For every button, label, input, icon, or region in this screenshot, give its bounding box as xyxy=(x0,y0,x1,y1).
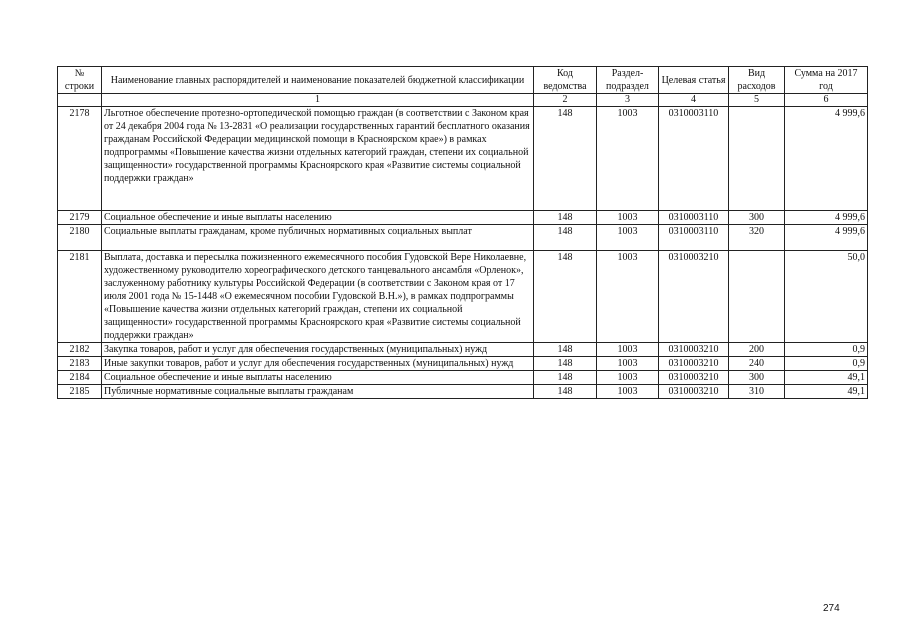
table-row xyxy=(58,107,868,211)
row-amount: 0,9 xyxy=(785,343,868,357)
column-number: 1 xyxy=(102,94,534,107)
row-name: Социальные выплаты гражданам, кроме публичных нормативных социальных выплат xyxy=(102,225,534,251)
row-expense-type: 200 xyxy=(729,343,785,357)
header-amount: Сумма на 2017 год xyxy=(785,67,868,94)
table-row xyxy=(58,251,868,343)
column-number: 4 xyxy=(659,94,729,107)
row-number: 2178 xyxy=(58,107,102,211)
table-row xyxy=(58,211,868,225)
row-section: 1003 xyxy=(597,107,659,211)
header-row-number: № строки xyxy=(58,67,102,94)
row-expense-type: 320 xyxy=(729,225,785,251)
budget-table xyxy=(57,66,868,399)
row-target-article: 0310003210 xyxy=(659,251,729,343)
row-number: 2183 xyxy=(58,357,102,371)
row-expense-type xyxy=(729,107,785,211)
row-amount: 49,1 xyxy=(785,385,868,399)
row-amount: 4 999,6 xyxy=(785,211,868,225)
row-name: Льготное обеспечение протезно-ортопедической помощью граждан (в соответствии с Законом края от 24 декабря 2004 года № 13-2831 «О реализации государственных гарантий бесплатного оказания гражданам Российской Федерации медицинской помощи в Красноярском крае») в рамках подпрограммы «Повышение качества жизни отдельных категорий граждан, степени их социальной защищенности» государственной программы Красноярского края «Развитие системы социальной поддержки граждан» xyxy=(102,107,534,211)
row-department-code: 148 xyxy=(534,385,597,399)
row-amount: 49,1 xyxy=(785,371,868,385)
row-expense-type: 310 xyxy=(729,385,785,399)
row-target-article: 0310003110 xyxy=(659,107,729,211)
row-section: 1003 xyxy=(597,225,659,251)
table-row xyxy=(58,225,868,251)
row-name: Социальное обеспечение и иные выплаты населению xyxy=(102,371,534,385)
row-department-code: 148 xyxy=(534,107,597,211)
header-target-article: Целевая статья xyxy=(659,67,729,94)
table-row xyxy=(58,385,868,399)
row-target-article: 0310003210 xyxy=(659,371,729,385)
row-expense-type: 300 xyxy=(729,371,785,385)
row-section: 1003 xyxy=(597,251,659,343)
row-amount: 4 999,6 xyxy=(785,107,868,211)
column-number: 6 xyxy=(785,94,868,107)
row-expense-type xyxy=(729,251,785,343)
row-section: 1003 xyxy=(597,371,659,385)
column-number: 5 xyxy=(729,94,785,107)
column-number: 2 xyxy=(534,94,597,107)
row-name: Иные закупки товаров, работ и услуг для обеспечения государственных (муниципальных) нужд xyxy=(102,357,534,371)
header-section: Раздел-подраздел xyxy=(597,67,659,94)
row-name: Закупка товаров, работ и услуг для обеспечения государственных (муниципальных) нужд xyxy=(102,343,534,357)
row-section: 1003 xyxy=(597,211,659,225)
row-name: Социальное обеспечение и иные выплаты населению xyxy=(102,211,534,225)
row-number: 2179 xyxy=(58,211,102,225)
row-target-article: 0310003210 xyxy=(659,357,729,371)
table-header-row xyxy=(58,67,868,94)
row-department-code: 148 xyxy=(534,211,597,225)
row-number: 2184 xyxy=(58,371,102,385)
row-amount: 4 999,6 xyxy=(785,225,868,251)
row-target-article: 0310003210 xyxy=(659,343,729,357)
header-department-code: Код ведомства xyxy=(534,67,597,94)
table-row xyxy=(58,343,868,357)
row-amount: 50,0 xyxy=(785,251,868,343)
row-section: 1003 xyxy=(597,385,659,399)
row-number: 2185 xyxy=(58,385,102,399)
row-department-code: 148 xyxy=(534,357,597,371)
row-expense-type: 240 xyxy=(729,357,785,371)
column-number xyxy=(58,94,102,107)
table-row xyxy=(58,371,868,385)
column-number-row xyxy=(58,94,868,107)
table-row xyxy=(58,357,868,371)
row-target-article: 0310003210 xyxy=(659,385,729,399)
row-name: Публичные нормативные социальные выплаты гражданам xyxy=(102,385,534,399)
row-department-code: 148 xyxy=(534,343,597,357)
row-target-article: 0310003110 xyxy=(659,211,729,225)
row-department-code: 148 xyxy=(534,371,597,385)
row-target-article: 0310003110 xyxy=(659,225,729,251)
page-number: 274 xyxy=(823,603,840,614)
column-number: 3 xyxy=(597,94,659,107)
row-section: 1003 xyxy=(597,343,659,357)
row-name: Выплата, доставка и пересылка пожизненного ежемесячного пособия Гудовской Вере Николаевне, художественному руководителю хореографического детского танцевального ансамбля «Орленок», заслуженному работнику культуры Российской Федерации (в соответствии с Законом края от 17 июля 2001 года № 15-1448 «О ежемесячном пособии Гудовской В.Н.»), в рамках подпрограммы «Повышение качества жизни отдельных категорий граждан, степени их социальной защищенности» государственной программы Красноярского края «Развитие системы социальной поддержки граждан» xyxy=(102,251,534,343)
row-number: 2182 xyxy=(58,343,102,357)
row-expense-type: 300 xyxy=(729,211,785,225)
row-number: 2181 xyxy=(58,251,102,343)
row-department-code: 148 xyxy=(534,225,597,251)
row-amount: 0,9 xyxy=(785,357,868,371)
header-name: Наименование главных распорядителей и наименование показателей бюджетной классификации xyxy=(102,67,534,94)
row-section: 1003 xyxy=(597,357,659,371)
row-number: 2180 xyxy=(58,225,102,251)
header-expense-type: Вид расходов xyxy=(729,67,785,94)
row-department-code: 148 xyxy=(534,251,597,343)
